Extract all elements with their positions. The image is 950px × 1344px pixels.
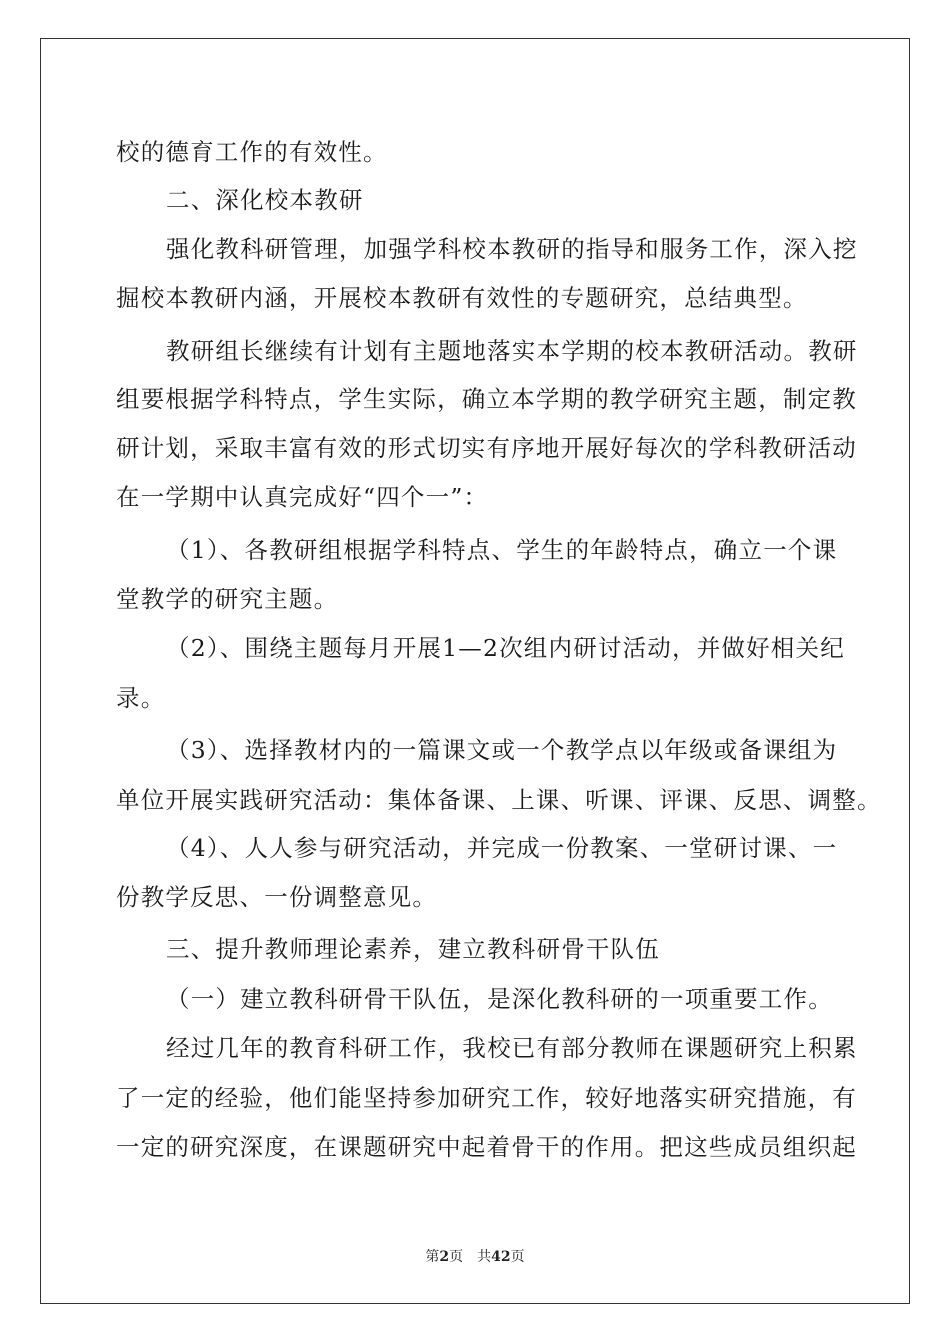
text-line: 研计划，采取丰富有效的形式切实有序地开展好每次的学科教研活动 bbox=[116, 434, 857, 462]
text-line: 教研组长继续有计划有主题地落实本学期的校本教研活动。教研 bbox=[166, 337, 858, 365]
page-suffix: 页 bbox=[449, 1249, 464, 1265]
text-line: 掘校本教研内涵，开展校本教研有效性的专题研究，总结典型。 bbox=[116, 284, 808, 312]
text-line: 份教学反思、一份调整意见。 bbox=[116, 883, 438, 911]
list-item: （3）、选择教材内的一篇课文或一个教学点以年级或备课组为 bbox=[166, 736, 838, 764]
text-line: 强化教科研管理，加强学科校本教研的指导和服务工作，深入挖 bbox=[166, 235, 858, 263]
text-line: 单位开展实践研究活动：集体备课、上课、听课、评课、反思、调整。 bbox=[116, 786, 882, 814]
text-line: 经过几年的教育科研工作，我校已有部分教师在课题研究上积累 bbox=[166, 1034, 858, 1062]
text-line: 在一学期中认真完成好“四个一”： bbox=[116, 483, 489, 511]
total-suffix: 页 bbox=[510, 1249, 525, 1265]
page-footer bbox=[0, 1246, 950, 1266]
list-item: （2）、围绕主题每月开展1—2次组内研讨活动，并做好相关纪 bbox=[166, 634, 845, 662]
text-line: 了一定的经验，他们能坚持参加研究工作，较好地落实研究措施，有 bbox=[116, 1084, 857, 1112]
list-item: （1）、各教研组根据学科特点、学生的年龄特点，确立一个课 bbox=[166, 536, 838, 564]
text-line: 校的德育工作的有效性。 bbox=[116, 138, 388, 166]
text-line: 录。 bbox=[116, 684, 166, 712]
section-heading: 三、提升教师理论素养，建立教科研骨干队伍 bbox=[166, 935, 660, 963]
section-heading: 二、深化校本教研 bbox=[166, 186, 364, 214]
text-line: 堂教学的研究主题。 bbox=[116, 585, 339, 613]
total-pages: 42 bbox=[491, 1249, 511, 1265]
page-number: 2 bbox=[439, 1249, 450, 1265]
page-prefix: 第 bbox=[425, 1249, 440, 1265]
list-item: （4）、人人参与研究活动，并完成一份教案、一堂研讨课、一 bbox=[166, 834, 838, 862]
text-line: 一定的研究深度，在课题研究中起着骨干的作用。把这些成员组织起 bbox=[116, 1133, 857, 1161]
subsection-heading: （一）建立教科研骨干队伍，是深化教科研的一项重要工作。 bbox=[166, 985, 833, 1013]
page-border bbox=[40, 38, 910, 1304]
total-prefix: 共 bbox=[477, 1249, 492, 1265]
text-line: 组要根据学科特点，学生实际，确立本学期的教学研究主题，制定教 bbox=[116, 385, 857, 413]
